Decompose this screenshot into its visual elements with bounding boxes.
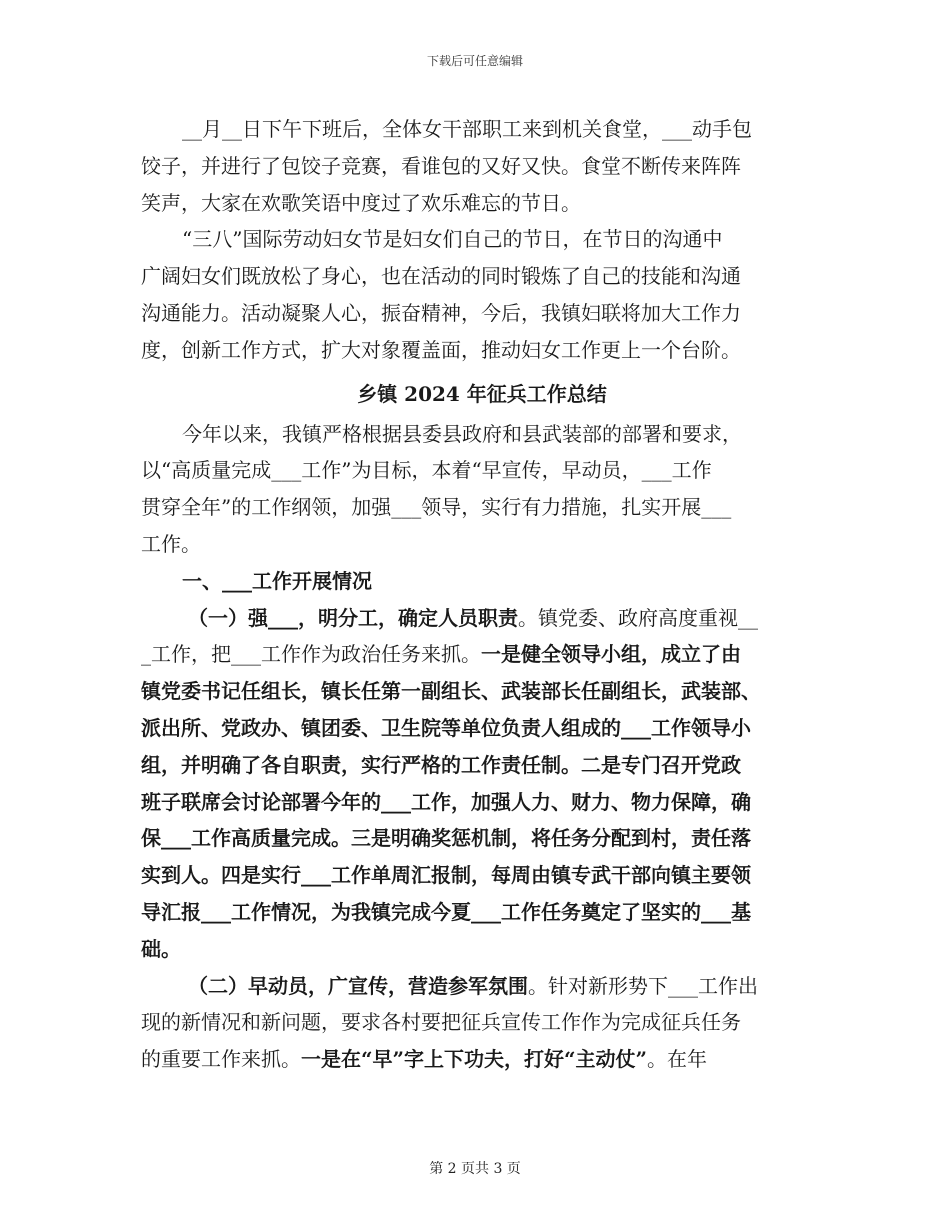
body-text: 的重要工作来抓。 (141, 1047, 301, 1072)
paragraph-line (141, 636, 823, 673)
paragraph-line: __月__日下午下班后，全体女干部职工来到机关食堂，___动手包 (182, 117, 752, 141)
paragraph-line: 以“高质量完成___工作”为目标，本着“早宣传，早动员，___工作 (141, 458, 712, 483)
paragraph-line: 贯穿全年”的工作纲领，加强___领导，实行有力措施，扎实开展___ (141, 495, 732, 520)
paragraph-line: 广阔妇女们既放松了身心，也在活动的同时锻炼了自己的技能和沟通 (141, 264, 741, 289)
paragraph-line: 饺子，并进行了包饺子竞赛，看谁包的又好又快。食堂不断传来阵阵 (141, 153, 741, 178)
bold-lead: （二）早动员，广宣传，营造参军氛围 (188, 973, 528, 998)
bold-text: 一是在“早”字上下功夫，打好“主动仗” (301, 1047, 648, 1072)
paragraph-line: 工作。 (141, 531, 201, 556)
paragraph-line: 笑声，大家在欢歌笑语中度过了欢乐难忘的节日。 (141, 190, 581, 215)
paragraph-line: 导汇报___工作情况，为我镇完成今夏___工作任务奠定了坚实的___基 (141, 899, 751, 924)
paragraph-line: 沟通能力。活动凝聚人心，振奋精神，今后，我镇妇联将加大工作力 (141, 300, 741, 325)
paragraph-line (141, 1041, 823, 1078)
page-header: 下载后可任意编辑 (426, 54, 523, 68)
paragraph-line: 派出所、党政办、镇团委、卫生院等单位负责人组成的___工作领导小 (141, 715, 751, 740)
paragraph-line: 组，并明确了各自职责，实行严格的工作责任制。二是专门召开党政 (141, 752, 741, 777)
body-text: 。在年 (647, 1047, 708, 1072)
paragraph-line: 班子联席会讨论部署今年的___工作，加强人力、财力、物力保障，确 (141, 789, 751, 814)
body-text: _工作，把___工作作为政治任务来抓。 (141, 642, 481, 667)
bold-lead: （一）强___，明分工，确定人员职责 (188, 605, 518, 630)
paragraph-line: “三八”国际劳动妇女节是妇女们自己的节日，在节日的沟通中 (182, 227, 723, 252)
document-title: 乡镇 2024 年征兵工作总结 (357, 381, 607, 406)
paragraph-line: 度，创新工作方式，扩大对象覆盖面，推动妇女工作更上一个台阶。 (141, 337, 741, 362)
body-text: 。镇党委、政府高度重视__ (518, 605, 758, 630)
bold-text: 一是健全领导小组，成立了由 (481, 642, 741, 667)
paragraph-line: 现的新情况和新问题，要求各村要把征兵宣传工作作为完成征兵任务 (141, 1010, 741, 1035)
body-text: 。针对新形势下___工作出 (528, 973, 758, 998)
paragraph-line: 镇党委书记任组长，镇长任第一副组长、武装部长任副组长，武装部、 (141, 679, 761, 704)
paragraph-line: 今年以来，我镇严格根据县委县政府和县武装部的部署和要求， (182, 421, 742, 446)
section-heading: 一、___工作开展情况 (182, 568, 372, 593)
paragraph-line (141, 600, 823, 637)
paragraph-line: 保___工作高质量完成。三是明确奖惩机制，将任务分配到村，责任落 (141, 826, 751, 851)
paragraph-line (141, 968, 823, 1005)
paragraph-line: 实到人。四是实行___工作单周汇报制，每周由镇专武干部向镇主要领 (141, 863, 751, 888)
document-body (141, 111, 823, 1078)
page-footer: 第 2 页共 3 页 (429, 1161, 521, 1177)
paragraph-line: 础。 (141, 936, 181, 961)
